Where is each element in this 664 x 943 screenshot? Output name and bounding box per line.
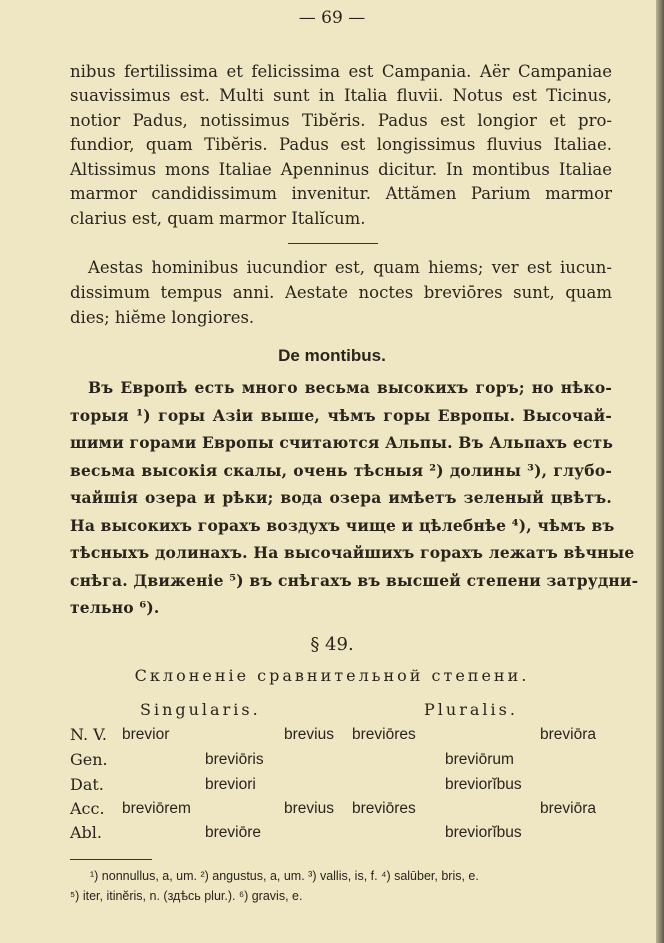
form: brevior	[122, 726, 170, 743]
text-line: dissimum tempus anni. Aestate noctes breviōres sunt, quam	[70, 283, 612, 302]
case-label: N. V.	[70, 725, 107, 744]
page-edge	[656, 0, 664, 943]
text-line: Въ Европѣ есть много весьма высокихъ горъ; но нѣко-	[88, 378, 612, 397]
form: breviōrem	[122, 800, 191, 817]
page-number: — 69 —	[298, 8, 366, 28]
text-line: notior Padus, notissimus Tibĕris. Padus est longior et pro-	[70, 111, 612, 130]
form: breviōres	[352, 800, 416, 817]
form: breviōre	[205, 824, 261, 841]
section-number: § 49.	[310, 634, 354, 655]
text-line: Aestas hominibus iucundior est, quam hiems; ver est iucun-	[88, 258, 612, 277]
text-line: fundior, quam Tibĕris. Padus est longissimus fluvius Italiae.	[70, 135, 612, 154]
plural-header: Pluralis.	[424, 700, 518, 719]
text-line: снѣга. Движеніе ⁵) въ снѣгахъ въ высшей степени затрудни-	[70, 571, 639, 590]
footnote-line: ⁵) iter, itinĕris, n. (здѣсь plur.). ⁶) gravis, e.	[70, 889, 303, 903]
text-line: marmor candidissimum invenitur. Attămen Parium marmor	[70, 184, 612, 203]
case-label: Gen.	[70, 750, 108, 769]
section-heading: De montibus.	[278, 346, 386, 365]
form: breviōris	[205, 751, 264, 768]
case-label: Acc.	[70, 799, 105, 818]
text-line: шими горами Европы считаются Альпы. Въ Альпахъ есть	[70, 433, 614, 452]
case-label: Dat.	[70, 775, 104, 794]
text-line: Altissimus mons Italiae Apenninus dicitur. In montibus Italiae	[70, 160, 612, 179]
footnote-rule	[70, 859, 152, 860]
footnote-line: ¹) nonnullus, a, um. ²) angustus, a, um. ³) vallis, is, f. ⁴) salūber, bris, e.	[90, 869, 479, 883]
text-line: nibus fertilissima et felicissima est Campania. Aër Campaniae	[70, 62, 612, 81]
separator-rule	[288, 243, 378, 244]
form: breviōra	[540, 800, 596, 817]
text-line: dies; hiĕme longiores.	[70, 308, 255, 327]
form: breviōres	[352, 726, 416, 743]
form: breviorĭbus	[445, 776, 522, 793]
text-line: тельно ⁶).	[70, 598, 160, 617]
text-line: чайшія озера и рѣки; вода озера имѣетъ зеленый цвѣтъ.	[70, 488, 612, 507]
text-line: clarius est, quam marmor Italĭcum.	[70, 209, 366, 228]
form: brevius	[284, 800, 334, 817]
form: breviorĭbus	[445, 824, 522, 841]
text-line: торыя ¹) горы Азіи выше, чѣмъ горы Европы. Высочай-	[70, 406, 612, 425]
form: breviōrum	[445, 751, 514, 768]
text-line: suavissimus est. Multi sunt in Italia fluvii. Notus est Ticinus,	[70, 86, 612, 105]
text-line: На высокихъ горахъ воздухъ чище и цѣлебнѣе ⁴), чѣмъ въ	[70, 516, 615, 535]
case-label: Abl.	[70, 823, 102, 842]
form: breviori	[205, 776, 256, 793]
section-title: Склоненіе сравнительной степени.	[134, 666, 530, 685]
text-line: весьма высокія скалы, очень тѣсныя ²) долины ³), глубо-	[70, 461, 612, 480]
form: breviōra	[540, 726, 596, 743]
singular-header: Singularis.	[140, 700, 261, 719]
text-line: тѣсныхъ долинахъ. На высочайшихъ горахъ лежатъ вѣчные	[70, 543, 635, 562]
form: brevius	[284, 726, 334, 743]
